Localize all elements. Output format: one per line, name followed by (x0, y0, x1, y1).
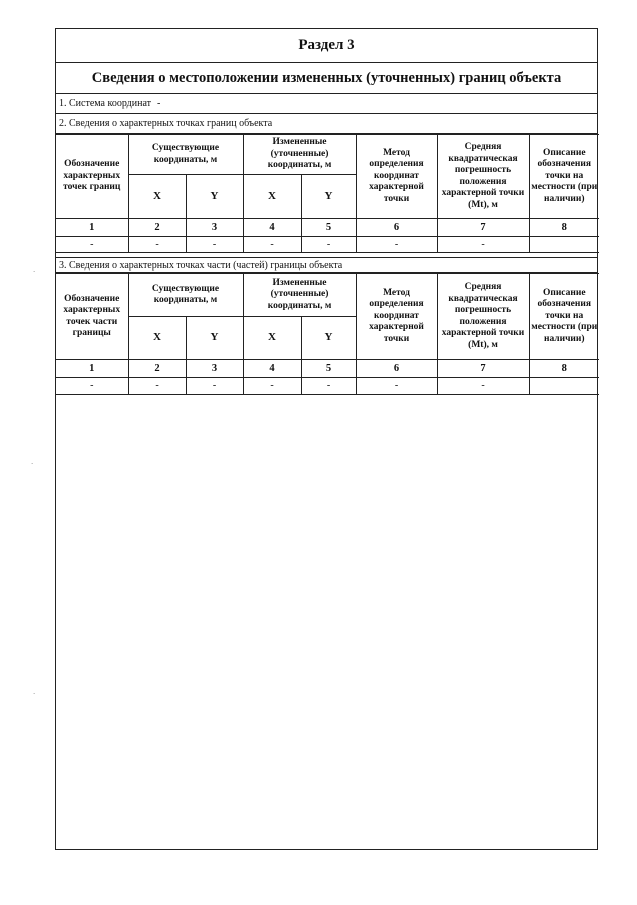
block3-header-changed-y: Y (301, 317, 356, 360)
scan-speck: · (33, 690, 36, 698)
block2-header-changed-x: X (243, 175, 301, 219)
block3-header-existing: Существующие координаты, м (128, 274, 243, 317)
block3-header-error: Средняя квадратическая погрешность положения характерной точки (Mt), м (437, 274, 529, 360)
block2-col-number: 4 (243, 219, 301, 237)
block2-header-changed-y: Y (301, 175, 356, 219)
block3-cell: - (56, 378, 128, 395)
block3-header-existing-x: X (128, 317, 186, 360)
table-row (56, 237, 599, 253)
block2-col-number: 6 (356, 219, 437, 237)
block3-table (56, 273, 599, 395)
block2-cell: - (243, 237, 301, 253)
block2-col-number: 1 (56, 219, 128, 237)
block2-col-number: 5 (301, 219, 356, 237)
block2-cell: - (437, 237, 529, 253)
block2-cell (529, 237, 599, 253)
block3-header-designation: Обозначение характерных точек части границы (56, 274, 128, 360)
block3-col-number: 2 (128, 360, 186, 378)
table-row (56, 378, 599, 395)
block2-header-existing-x: X (128, 175, 186, 219)
coordinate-system-value: - (157, 98, 161, 109)
scan-speck: · (33, 268, 36, 276)
block3-col-number: 8 (529, 360, 599, 378)
block3-col-number: 7 (437, 360, 529, 378)
block2-col-number: 2 (128, 219, 186, 237)
block2-header-method: Метод определения координат характерной точки (356, 135, 437, 219)
block3-header-method: Метод определения координат характерной точки (356, 274, 437, 360)
block2-header-existing-y: Y (186, 175, 243, 219)
scan-speck: · (31, 460, 34, 468)
coordinate-system-line (56, 94, 597, 114)
block2-cell: - (128, 237, 186, 253)
block2-col-number: 3 (186, 219, 243, 237)
block3-header-changed: Измененные (уточненные) координаты, м (243, 274, 356, 317)
document-frame (55, 28, 598, 850)
block2-cell: - (56, 237, 128, 253)
block3-col-number: 6 (356, 360, 437, 378)
block3-cell: - (437, 378, 529, 395)
block3-title: 3. Сведения о характерных точках части (частей) границы объекта (56, 257, 597, 273)
block3-cell: - (301, 378, 356, 395)
block2-cell: - (186, 237, 243, 253)
block3-col-number: 1 (56, 360, 128, 378)
block2-title: 2. Сведения о характерных точках границ объекта (56, 114, 597, 134)
block2-col-number: 8 (529, 219, 599, 237)
block2-cell: - (301, 237, 356, 253)
block3-header-existing-y: Y (186, 317, 243, 360)
block3-cell: - (186, 378, 243, 395)
block3-cell: - (243, 378, 301, 395)
block3-cell: - (356, 378, 437, 395)
block3-cell: - (128, 378, 186, 395)
block2-table (56, 134, 599, 253)
coordinate-system-label: 1. Система координат (59, 98, 152, 109)
section-title: Раздел 3 (56, 29, 597, 63)
block2-header-changed: Измененные (уточненные) координаты, м (243, 135, 356, 175)
block3-header-changed-x: X (243, 317, 301, 360)
block3-col-number: 3 (186, 360, 243, 378)
block2-header-description: Описание обозначения точки на местности (при наличии) (529, 135, 599, 219)
block2-header-existing: Существующие координаты, м (128, 135, 243, 175)
block3-col-number: 4 (243, 360, 301, 378)
block2-col-number: 7 (437, 219, 529, 237)
block3-col-number: 5 (301, 360, 356, 378)
block2-cell: - (356, 237, 437, 253)
block3-header-description: Описание обозначения точки на местности (при наличии) (529, 274, 599, 360)
document-title: Сведения о местоположении измененных (уточненных) границ объекта (56, 63, 597, 94)
block3-cell (529, 378, 599, 395)
block2-header-error: Средняя квадратическая погрешность положения характерной точки (Mt), м (437, 135, 529, 219)
block2-header-designation: Обозначение характерных точек границ (56, 135, 128, 219)
